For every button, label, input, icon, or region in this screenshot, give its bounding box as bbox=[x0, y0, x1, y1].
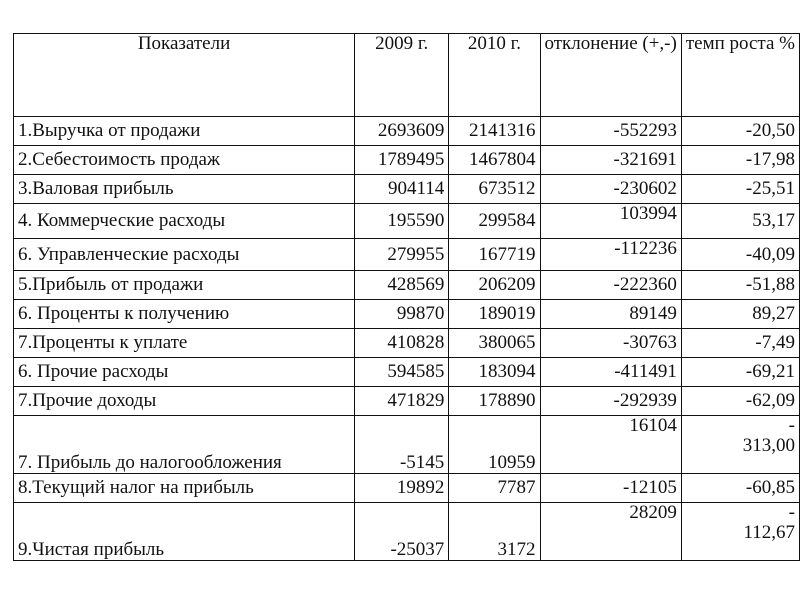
row-name: 3.Валовая прибыль bbox=[14, 175, 355, 204]
row-deviation: -552293 bbox=[540, 117, 681, 146]
row-2009: -5145 bbox=[355, 416, 449, 474]
table-row bbox=[14, 358, 800, 387]
row-name: 4. Коммерческие расходы bbox=[14, 204, 355, 239]
row-name: 9.Чистая прибыль bbox=[14, 503, 355, 561]
row-2009: 195590 bbox=[355, 204, 449, 239]
row-rate: -25,51 bbox=[681, 175, 799, 204]
row-name: 6. Прочие расходы bbox=[14, 358, 355, 387]
row-rate: -60,85 bbox=[681, 474, 799, 503]
row-2010: 10959 bbox=[449, 416, 540, 474]
row-rate-sign: - bbox=[788, 415, 795, 436]
header-year-2009: 2009 г. bbox=[355, 34, 449, 117]
row-rate: -51,88 bbox=[681, 271, 799, 300]
row-name: 2.Себестоимость продаж bbox=[14, 146, 355, 175]
table-row bbox=[14, 387, 800, 416]
table-row bbox=[14, 146, 800, 175]
row-2009: -25037 bbox=[355, 503, 449, 561]
row-name: 1.Выручка от продажи bbox=[14, 117, 355, 146]
row-deviation: -321691 bbox=[540, 146, 681, 175]
row-2010: 673512 bbox=[449, 175, 540, 204]
row-rate: -20,50 bbox=[681, 117, 799, 146]
row-2010: 206209 bbox=[449, 271, 540, 300]
table-row bbox=[14, 416, 800, 474]
table-row bbox=[14, 204, 800, 239]
header-indicators: Показатели bbox=[14, 34, 355, 117]
row-2010: 178890 bbox=[449, 387, 540, 416]
row-rate: 53,17 bbox=[681, 204, 799, 239]
row-2010: 189019 bbox=[449, 300, 540, 329]
row-rate-sign: - bbox=[788, 502, 795, 523]
row-2009: 99870 bbox=[355, 300, 449, 329]
table-row bbox=[14, 271, 800, 300]
row-deviation: -411491 bbox=[540, 358, 681, 387]
row-2010: 167719 bbox=[449, 239, 540, 271]
row-name: 7.Прочие доходы bbox=[14, 387, 355, 416]
row-rate-value: 313,00 bbox=[742, 434, 795, 456]
row-deviation: -230602 bbox=[540, 175, 681, 204]
table-row bbox=[14, 474, 800, 503]
header-year-2010: 2010 г. bbox=[449, 34, 540, 117]
row-name: 6. Управленческие расходы bbox=[14, 239, 355, 271]
financial-indicators-table bbox=[13, 33, 800, 561]
header-deviation: отклонение (+,-) bbox=[540, 34, 681, 117]
row-2009: 594585 bbox=[355, 358, 449, 387]
table-row bbox=[14, 329, 800, 358]
row-2010: 183094 bbox=[449, 358, 540, 387]
row-name: 7.Проценты к уплате bbox=[14, 329, 355, 358]
header-growth-rate: темп роста % bbox=[681, 34, 799, 117]
row-2010: 2141316 bbox=[449, 117, 540, 146]
row-deviation: -112236 bbox=[540, 239, 681, 271]
row-2010: 7787 bbox=[449, 474, 540, 503]
row-2009: 428569 bbox=[355, 271, 449, 300]
row-name: 8.Текущий налог на прибыль bbox=[14, 474, 355, 503]
row-deviation: -292939 bbox=[540, 387, 681, 416]
row-deviation: -30763 bbox=[540, 329, 681, 358]
row-rate bbox=[681, 416, 799, 474]
row-deviation: 89149 bbox=[540, 300, 681, 329]
row-rate: -69,21 bbox=[681, 358, 799, 387]
row-rate: -62,09 bbox=[681, 387, 799, 416]
row-2010: 1467804 bbox=[449, 146, 540, 175]
row-2009: 471829 bbox=[355, 387, 449, 416]
row-rate: -7,49 bbox=[681, 329, 799, 358]
row-2010: 380065 bbox=[449, 329, 540, 358]
row-2009: 19892 bbox=[355, 474, 449, 503]
row-2009: 1789495 bbox=[355, 146, 449, 175]
row-deviation: -222360 bbox=[540, 271, 681, 300]
row-deviation: 103994 bbox=[540, 204, 681, 239]
row-deviation: -12105 bbox=[540, 474, 681, 503]
table-row bbox=[14, 117, 800, 146]
row-name: 5.Прибыль от продажи bbox=[14, 271, 355, 300]
row-2009: 279955 bbox=[355, 239, 449, 271]
row-name: 6. Проценты к получению bbox=[14, 300, 355, 329]
row-2009: 2693609 bbox=[355, 117, 449, 146]
row-deviation: 28209 bbox=[540, 503, 681, 561]
financial-table-container bbox=[13, 33, 800, 561]
row-rate-value: 112,67 bbox=[743, 521, 795, 543]
table-row bbox=[14, 503, 800, 561]
table-row bbox=[14, 300, 800, 329]
row-2010: 299584 bbox=[449, 204, 540, 239]
row-name: 7. Прибыль до налогообложения bbox=[14, 416, 355, 474]
row-2009: 904114 bbox=[355, 175, 449, 204]
table-header-row bbox=[14, 34, 800, 117]
row-2009: 410828 bbox=[355, 329, 449, 358]
row-2010: 3172 bbox=[449, 503, 540, 561]
row-rate: -40,09 bbox=[681, 239, 799, 271]
table-row bbox=[14, 175, 800, 204]
row-rate bbox=[681, 503, 799, 561]
row-rate: 89,27 bbox=[681, 300, 799, 329]
row-rate: -17,98 bbox=[681, 146, 799, 175]
row-deviation: 16104 bbox=[540, 416, 681, 474]
table-row bbox=[14, 239, 800, 271]
